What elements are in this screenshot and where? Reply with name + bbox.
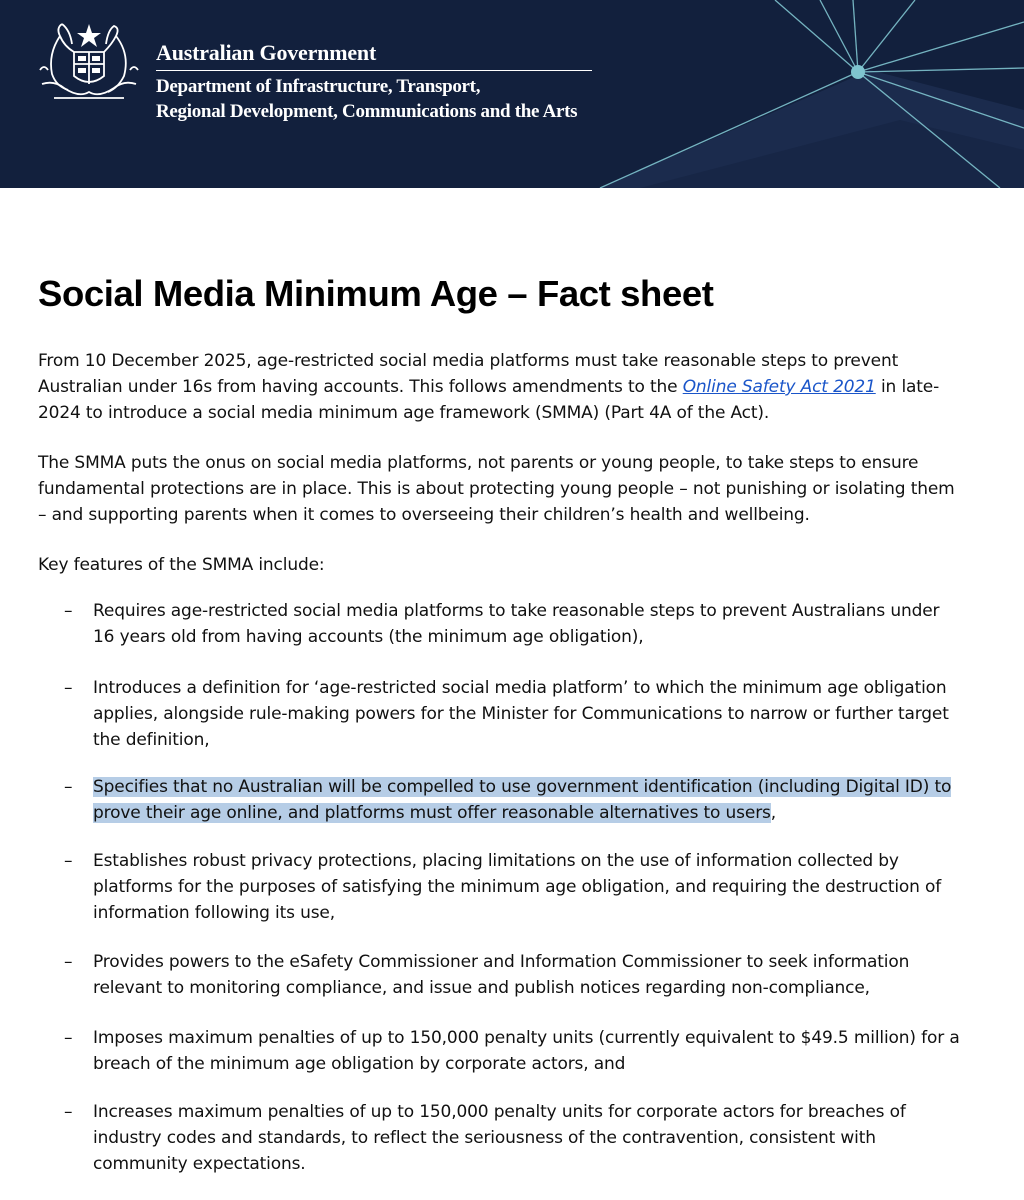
bullet-dash: – xyxy=(64,851,73,871)
online-safety-act-link[interactable]: Online Safety Act 2021 xyxy=(682,377,876,397)
bullet-dash: – xyxy=(64,1102,73,1122)
department-name-line-2: Regional Development, Communications and the Arts xyxy=(156,101,578,122)
network-graphic xyxy=(0,0,1024,188)
department-name-line-1: Department of Infrastructure, Transport, xyxy=(156,76,481,97)
network-node xyxy=(851,65,865,79)
features-intro: Key features of the SMMA include: xyxy=(38,555,325,575)
page-title: Social Media Minimum Age – Fact sheet xyxy=(38,273,714,314)
bullet-dash: – xyxy=(64,1028,73,1048)
header-banner xyxy=(0,0,1024,188)
intro-paragraph: From 10 December 2025, age-restricted social media platforms must take reasonable steps to prevent Australian under 16s from having accounts. This follows amendments to the Online Safety Act 2021 in late- 2024 to introduce a social media minimum age framework (SMMA) (Part 4A of the Act). xyxy=(38,351,940,423)
bullet-dash: – xyxy=(64,777,73,797)
text-selection[interactable]: prove their age online, and platforms must offer reasonable alternatives to users xyxy=(93,803,771,823)
bullet-dash: – xyxy=(64,678,73,698)
government-name: Australian Government xyxy=(156,40,377,65)
bullet-dash: – xyxy=(64,952,73,972)
text-selection[interactable]: Specifies that no Australian will be compelled to use government identification (including Digital ID) to xyxy=(93,777,952,797)
onus-paragraph: The SMMA puts the onus on social media platforms, not parents or young people, to take steps to ensure fundamental protections are in place. This is about protecting young people – not punishing or isolating them – and supporting parents when it comes to overseeing their children’s health and wellbeing. xyxy=(38,453,955,525)
coat-of-arms-icon xyxy=(34,14,144,114)
bullet-dash: – xyxy=(64,601,73,621)
header-divider xyxy=(156,70,592,71)
